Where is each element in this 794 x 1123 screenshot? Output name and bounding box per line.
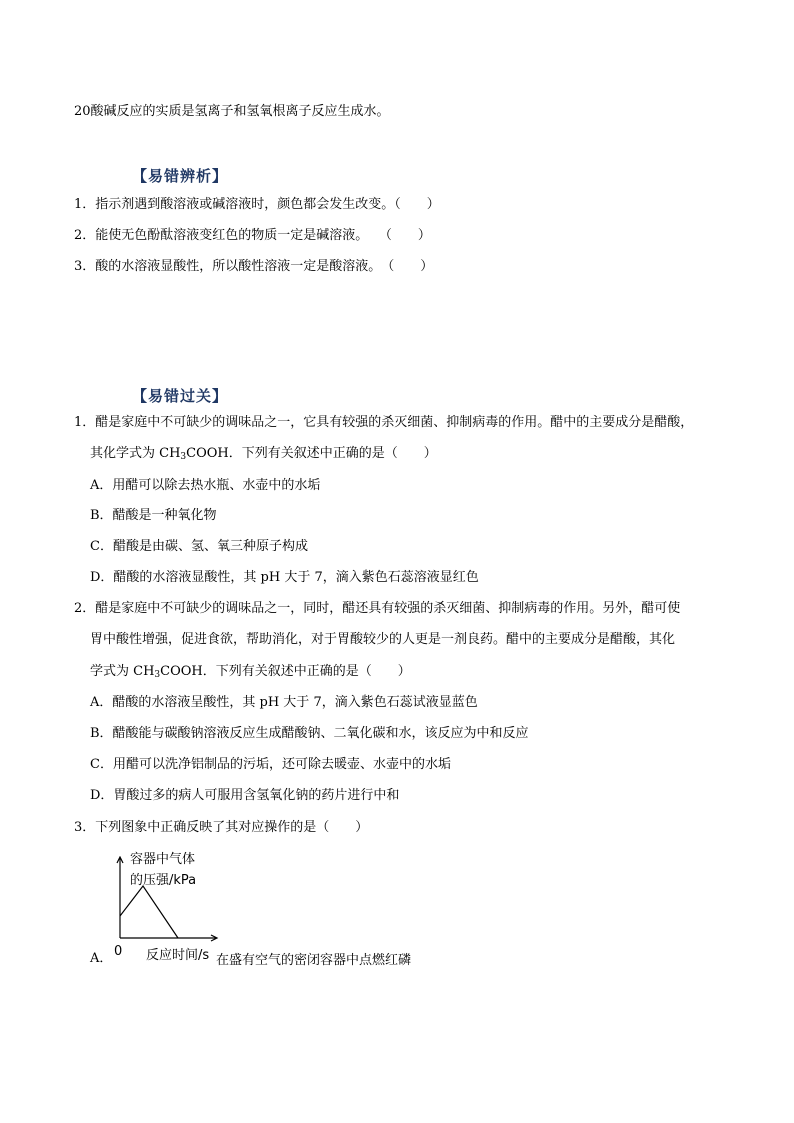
q3-stem: 3．下列图象中正确反映了其对应操作的是（ ） (74, 820, 369, 835)
q2-stem-line-1: 2．醋是家庭中不可缺少的调味品之一，同时，醋还具有较强的杀灭细菌、抑制病毒的作用。另外，醋可使 (74, 601, 681, 616)
section-title-yicuobianxi: 【易错辨析】 (132, 167, 229, 185)
q3-a-xlabel: 反应时间/s (146, 948, 210, 963)
q1-stem-line-1: 1．醋是家庭中不可缺少的调味品之一，它具有较强的杀灭细菌、抑制病毒的作用。醋中的主要成分是醋酸， (74, 415, 694, 430)
q1-option-c: C．醋酸是由碳、氢、氧三种原子构成 (90, 539, 308, 554)
q3-a-ylabel-line-1: 容器中气体 (130, 852, 196, 867)
q2-option-a: A．醋酸的水溶液呈酸性，其 pH 大于 7，滴入紫色石蕊试液显蓝色 (90, 695, 478, 710)
bianxi-item-3: 3．酸的水溶液显酸性，所以酸性溶液一定是酸溶液。 （ ） (74, 259, 434, 274)
pressure-curve (120, 886, 178, 938)
q1-option-d: D．醋酸的水溶液显酸性，其 pH 大于 7，滴入紫色石蕊溶液显红色 (90, 570, 479, 585)
q2-option-b: B．醋酸能与碳酸钠溶液反应生成醋酸钠、二氧化碳和水，该反应为中和反应 (90, 726, 529, 741)
q2-stem-line-3: 学式为 $CH_3COOH$．下列有关叙述中正确的是（ ） (90, 664, 411, 680)
q3-a-ylabel-line-2: 的压强/kPa (130, 873, 197, 888)
q3-a-graph (110, 856, 220, 948)
q2-stem-line-2: 胃中酸性增强，促进食欲，帮助消化，对于胃酸较少的人更是一剂良药。醋中的主要成分是醋酸，其化 (90, 632, 676, 647)
bianxi-item-1: 1．指示剂遇到酸溶液或碱溶液时，颜色都会发生改变。（ ） (74, 197, 440, 212)
q2-option-c: C．用醋可以洗净铝制品的污垢，还可除去暖壶、水壶中的水垢 (90, 757, 451, 772)
q1-option-a: A．用醋可以除去热水瓶、水壶中的水垢 (90, 478, 321, 493)
q2-option-d: D．胃酸过多的病人可服用含氢氧化钠的药片进行中和 (90, 788, 400, 803)
section-title-yicuoguoguan: 【易错过关】 (132, 387, 229, 405)
q3-a-letter: A． (90, 951, 113, 966)
q1-option-b: B．醋酸是一种氧化物 (90, 508, 217, 523)
intro-line-20: 20酸碱反应的实质是氢离子和氢氧根离子反应生成水。 (74, 104, 390, 119)
q3-a-caption: 在盛有空气的密闭容器中点燃红磷 (216, 953, 412, 968)
q1-stem-line-2: 其化学式为 $CH_3COOH$．下列有关叙述中正确的是（ ） (90, 446, 437, 462)
q3-a-origin: 0 (114, 944, 123, 959)
bianxi-item-2: 2．能使无色酚酞溶液变红色的物质一定是碱溶液。 （ ） (74, 228, 431, 243)
